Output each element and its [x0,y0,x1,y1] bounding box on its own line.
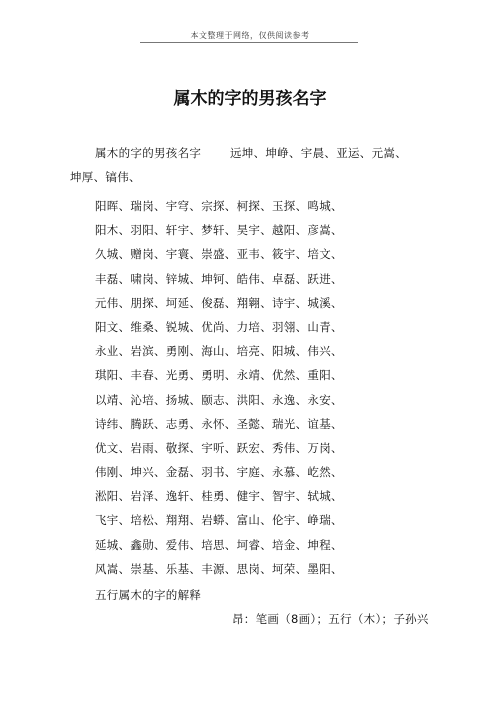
name-line: 久城、赠岗、宇寰、崇盛、亚韦、筱宇、培文、 [95,247,343,262]
name-line: 淞阳、岩泽、逸轩、桂勇、健宇、智宇、轼城、 [95,489,343,504]
name-line: 伟刚、坤兴、金磊、羽书、宇庭、永慕、屹然、 [95,465,343,480]
name-line: 以靖、沁培、扬城、颐志、洪阳、永逸、永安、 [95,392,343,407]
header-rule [140,42,358,43]
name-line: 飞宇、培松、翔翔、岩蟒、富山、伦宇、峥瑞、 [95,513,343,528]
header-note: 本文整理于网络，仅供阅读参考 [190,31,310,40]
document-title: 属木的字的男孩名字 [173,89,327,109]
intro-label: 属木的字的男孩名字 [95,146,202,160]
stroke-info: 昂：笔画（8画）；五行（木）；子孙兴 [232,612,429,626]
name-line: 元伟、朋探、坷延、俊磊、翔翱、诗宇、城溪、 [95,295,343,310]
name-line: 诗纬、腾跃、志勇、永怀、圣懿、瑞光、谊基、 [95,416,343,431]
name-list [95,194,343,581]
name-line: 阳晖、瑞岗、宇穹、宗探、柯探、玉探、鸣城、 [95,199,343,213]
name-line: 琪阳、丰春、光勇、勇明、永靖、优然、重阳、 [95,368,343,383]
section-title: 五行属木的字的解释 [95,588,202,602]
name-line: 风嵩、崇基、乐基、丰源、思岗、坷荣、墨阳、 [95,561,343,576]
name-line: 阳木、羽阳、轩宇、梦轩、昊宇、越阳、彦嵩、 [95,223,343,238]
name-line: 优文、岩雨、敬探、宇听、跃宏、秀伟、万岗、 [95,440,343,455]
name-line: 阳文、维桑、锐城、优尚、力培、羽翎、山青、 [95,319,343,334]
name-line: 丰磊、啸岗、锌城、坤钶、皓伟、卓磊、跃进、 [95,271,343,286]
name-line: 永业、岩滨、勇刚、海山、培亮、阳城、伟兴、 [95,344,343,359]
intro-continuation: 坤厚、镐伟、 [70,170,141,184]
intro-names: 远坤、坤峥、宇晨、亚运、元嵩、 [230,146,407,160]
name-line: 延城、鑫勋、爱伟、培思、坷睿、培金、坤程、 [95,537,343,552]
